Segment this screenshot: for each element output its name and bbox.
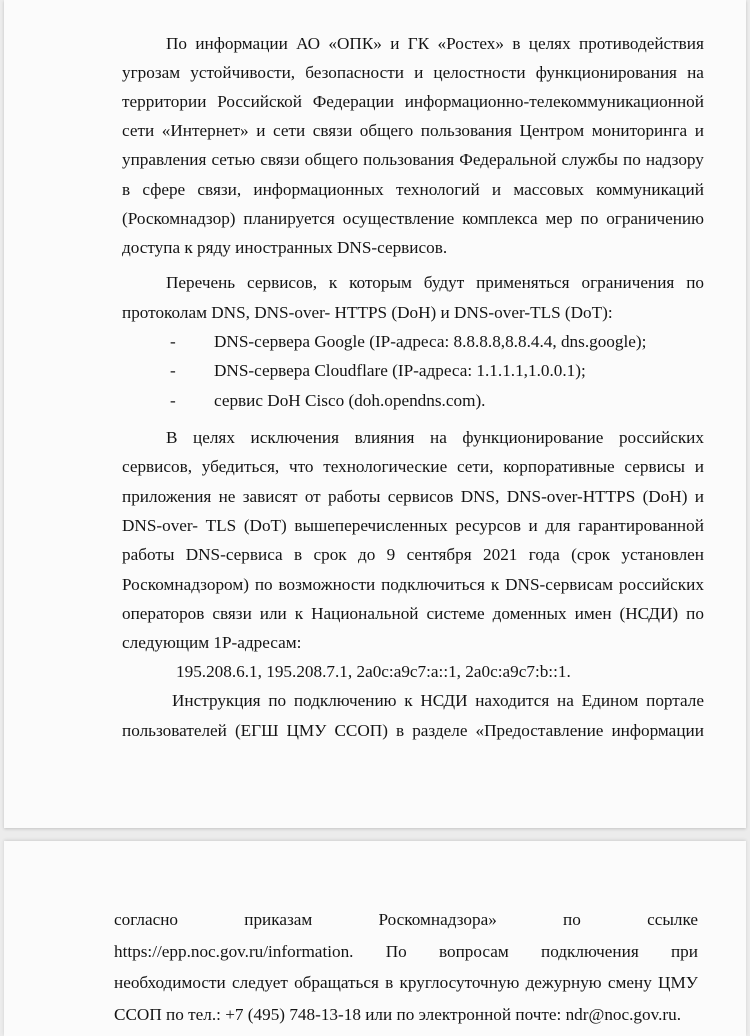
bullet-marker: - [170,332,176,351]
text-line: В целях исключения влияния на функционирование российских [166,428,704,447]
text-line: сети «Интернет» и сети связи общего пользования Центром мониторинга и [122,121,704,141]
document-page-2 [4,841,746,1036]
text-line: ССОП по тел.: +7 (495) 748-13-18 или по электронной почте: ndr@noc.gov.ru. [114,1004,682,1024]
text-line: приложения не зависят от работы сервисов DNS, DNS-over-HTTPS (DoH) и [122,486,704,506]
document-page-1 [4,0,746,828]
bullet-marker: - [170,361,176,380]
text-line: работы DNS-сервиса в срок до 9 сентября 2021 года (срок установлен [122,545,704,565]
bullet-marker: - [170,391,176,410]
text-line: операторов связи или к Национальной системе доменных имен (НСДИ) по [122,603,704,623]
text-line: сервисов, убедиться, что технологические сети, корпоративные сервисы и [122,457,704,477]
text-line: необходимости следует обращаться в круглосуточную дежурную смену ЦМУ [114,973,698,992]
nsdi-addresses-line: 195.208.6.1, 195.208.7.1, 2a0c:a9c7:a::1, 2a0c:a9c7:b::1. [176,662,571,681]
bullet-item: сервис DoH Cisco (doh.opendns.com). [214,391,486,410]
text-line: протоколам DNS, DNS-over- HTTPS (DoH) и DNS-over-TLS (DoT): [122,302,613,322]
text-line: угрозам устойчивости, безопасности и целостности функционирования на [122,63,704,83]
text-line: По информации АО «ОПК» и ГК «Ростех» в целях противодействия [166,34,704,53]
text-line: пользователей (ЕГШ ЦМУ ССОП) в разделе «Предоставление информации [122,721,704,740]
text-line: территории Российской Федерации информационно-телекоммуникационной [122,92,704,112]
text-line: https://epp.noc.gov.ru/information. По вопросам подключения при [114,941,698,961]
text-line: в сфере связи, информационных технологий и массовых коммуникаций [122,179,704,199]
text-line: доступа к ряду иностранных DNS-сервисов. [122,237,448,257]
bullet-item: DNS-сервера Cloudflare (IP-адреса: 1.1.1.1,1.0.0.1); [214,361,586,380]
text-line: согласно приказам Роскомнадзора» по ссылке [114,910,698,929]
text-line: Перечень сервисов, к которым будут применяться ограничения по [166,273,704,292]
text-line: управления сетью связи общего пользования Федеральной службы по надзору [122,150,704,170]
text-line: Инструкция по подключению к НСДИ находится на Едином портале [172,691,704,710]
bullet-item: DNS-сервера Google (IP-адреса: 8.8.8.8,8.8.4.4, dns.google); [214,332,647,351]
text-line: Роскомнадзором) по возможности подключиться к DNS-сервисам российских [122,574,704,594]
text-line: (Роскомнадзор) планируется осуществление комплекса мер по ограничению [122,208,704,228]
text-line: DNS-over- TLS (DoT) вышеперечисленных ресурсов и для гарантированной [122,515,704,535]
text-line: следующим 1P-адресам: [122,633,302,653]
